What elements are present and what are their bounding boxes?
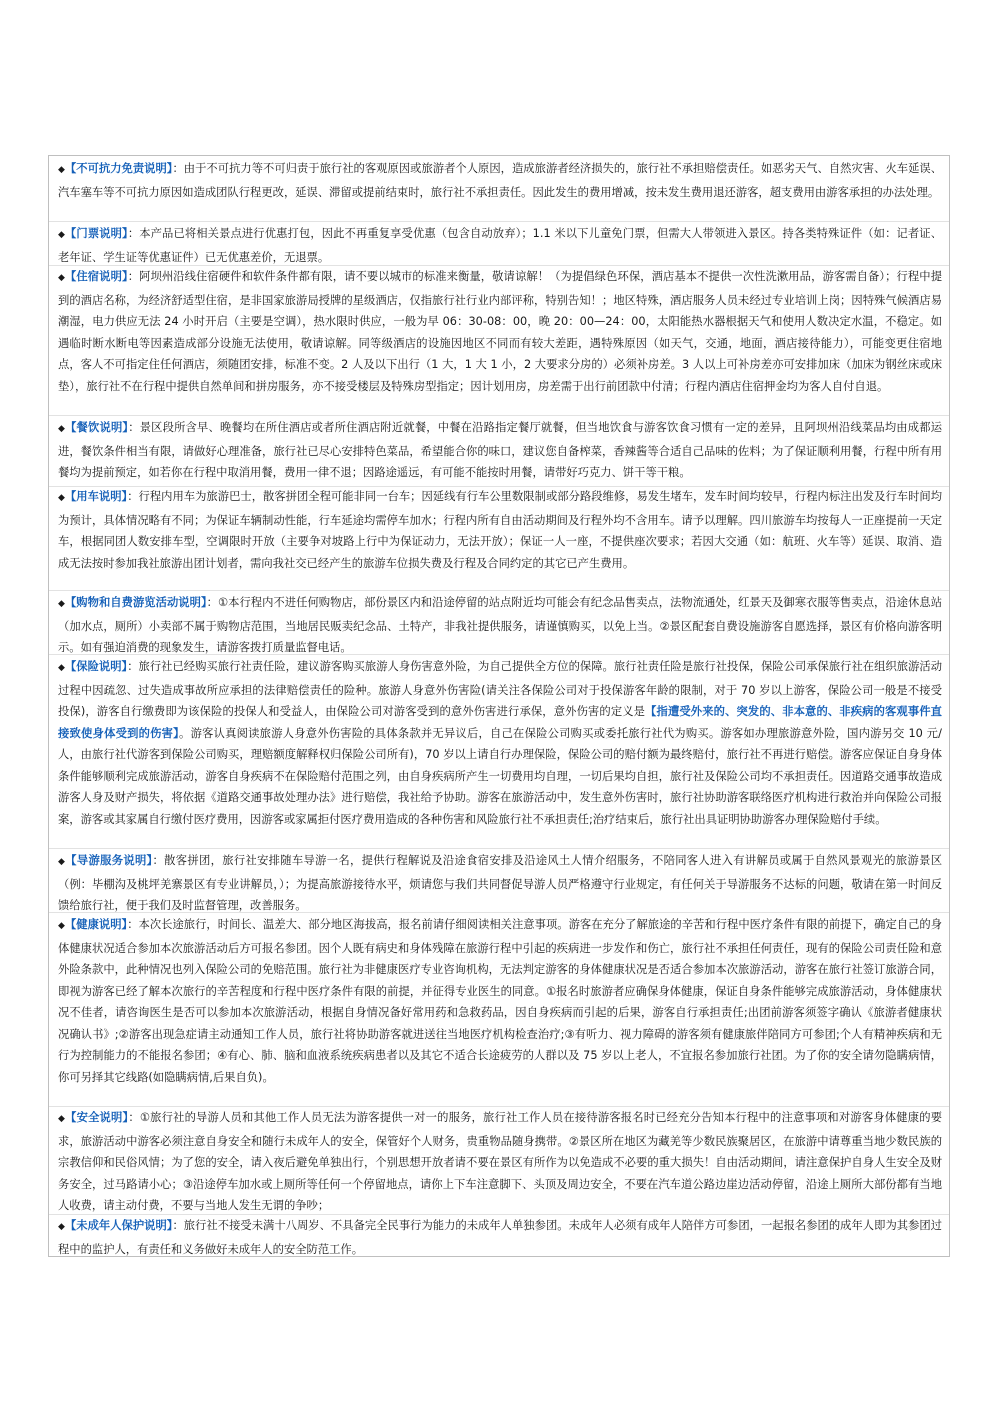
- section-meals: [58, 417, 942, 484]
- section-heading: 【健康说明】: [64, 918, 128, 931]
- section-heading: 【门票说明】: [65, 227, 128, 240]
- section-heading: 【未成年人保护说明】: [64, 1219, 173, 1232]
- section-guide-service: [58, 850, 942, 917]
- section-body: ：本产品已将相关景点进行优惠打包，因此不再重复享受优惠（包含自动放弃）；1.1 米以下儿童免门票，但需大人带领进入景区。持各类特殊证件（如：记者证、老年证、学生证等优惠证件）已无优惠差价，无退票。: [58, 227, 942, 264]
- section-body: ：旅行社不接受未满十八周岁、不具备完全民事行为能力的未成年人单独参团。未成年人必须有成年人陪伴方可参团，一起报名参团的成年人即为其参团过程中的监护人，有责任和义务做好未成年人的安全防范工作。: [58, 1219, 943, 1256]
- divider: [49, 415, 949, 416]
- bullet-icon: ◆: [58, 857, 66, 867]
- section-body: ：景区段所含早、晚餐均在所住酒店或者所住酒店附近就餐，中餐在沿路指定餐厅就餐，但当地饮食与游客饮食习惯有一定的差异，且阿坝州沿线菜品均由成都运进，餐饮条件相当有限，请做好心理准备，旅行社已尽心安排特色菜品，希望能合你的味口，建议您自备榨菜，香辣酱等合适自己品味的佐料；为了保证顺利用餐，行程中所有用餐均为提前预定，如若你在行程中取消用餐，费用一律不退；因路途遥远，有可能不能按时用餐，请带好巧克力、饼干等干粮。: [58, 421, 942, 479]
- divider: [49, 848, 949, 849]
- section-minors: [58, 1215, 942, 1260]
- section-safety: [58, 1107, 942, 1217]
- section-heading: 【保险说明】: [64, 660, 128, 673]
- section-body: ：散客拼团，旅行社安排随车导游一名，提供行程解说及沿途食宿安排及沿途风土人情介绍服务，不陪同客人进入有讲解员或属于自然风景观光的旅游景区（例：毕棚沟及桃坪羌寨景区有专业讲解员，）；为提高旅游接待水平，烦请您与我们共同督促导游人员严格遵守行业规定，有任何关于导游服务不达标的问题，敬请在第一时间反馈给旅行社，便于我们及时监督管理，改善服务。: [58, 854, 943, 912]
- section-force-majeure: [58, 158, 942, 203]
- bullet-icon: ◆: [58, 230, 66, 240]
- section-body: ：本次长途旅行，时间长、温差大、部分地区海拔高，报名前请仔细阅读相关注意事项。游客在充分了解旅途的辛苦和行程中医疗条件有限的前提下，确定自己的身体健康状况适合参加本次旅游活动后方可报名参团。因个人既有病史和身体残障在旅游行程中引起的疾病进一步发作和伤亡，旅行社不承担任何责任，现有的保险公司责任险和意外险条款中，此种情况也列入保险公司的免赔范围。旅行社为非健康医疗专业咨询机构，无法判定游客的身体健康状况是否适合参加本次旅游活动，游客在旅行社签订旅游合同，即视为游客已经了解本次旅行的辛苦程度和行程中医疗条件有限的前提，并征得专业医生的同意。①报名时旅游者应确保身体健康，保证自身条件能够完成旅游活动，身体健康状况不佳者，请咨询医生是否可以参加本次旅游活动，根据自身情况备好常用药和急救药品，因自身疾病而引起的后果，游客自行承担责任;出团前游客须签字确认《旅游者健康状况确认书》;②游客出现急症请主动通知工作人员，旅行社将协助游客就进送往当地医疗机构检查治疗;③有听力、视力障碍的游客须有健康旅伴陪同方可参团;个人有精神疾病和无行为控制能力的不能报名参团；④有心、肺、脑和血液系统疾病患者以及其它不适合长途疲劳的人群以及 75 岁以上老人，不宜报名参加旅行社团。为了你的安全请勿隐瞒病情，你可另择其它线路(如隐瞒病情,后果自负)。: [58, 918, 943, 1084]
- injury-definition-highlight: 【指遭受外来的、突发的、非本意的、非疾病的客观事件直接致使身体受到的伤害】: [58, 705, 942, 740]
- section-body: ：由于不可抗力等不可归责于旅行社的客观原因或旅游者个人原因，造成旅游者经济损失的，旅行社不承担赔偿责任。如恶劣天气、自然灾害、火车延误、汽车塞车等不可抗力原因如造成团队行程更改，延误、滞留或提前结束时，旅行社不承担责任。因此发生的费用增减，按未发生费用退还游客，超支费用由游客承担的办法处理。: [58, 162, 943, 199]
- bullet-icon: ◆: [58, 599, 65, 609]
- bullet-icon: ◆: [58, 273, 66, 283]
- section-heading: 【用车说明】: [64, 490, 128, 503]
- bullet-icon: ◆: [58, 1222, 65, 1232]
- section-heading: 【住宿说明】: [65, 270, 128, 283]
- bullet-icon: ◆: [58, 493, 65, 503]
- section-insurance: [58, 656, 942, 830]
- section-heading: 【购物和自费游览活动说明】: [64, 596, 207, 609]
- bullet-icon: ◆: [58, 1114, 66, 1124]
- bullet-icon: ◆: [58, 921, 65, 931]
- section-body: ：阿坝州沿线住宿硬件和软件条件都有限，请不要以城市的标准来衡量，敬请谅解！（为提倡绿色环保，酒店基本不提供一次性洗漱用品，游客需自备）；行程中提到的酒店名称，为经济舒适型住宿，是非国家旅游局授牌的星级酒店，仅指旅行社行业内部评称，特别告知！；地区特殊，酒店服务人员未经过专业培训上岗；因特殊气候酒店易潮湿，电力供应无法 24 小时开启（主要是空调），热水限时供应，一般为早 06：30-08：00，晚 20：00—24：00，太阳能热水器根据天气和使用人数决定水温，不稳定。如遇临时断水断电等因素造成部分设施无法使用，敬请谅解。同等级酒店的设施因地区不同而有较大差距，遇特殊原因（如天气，交通，地面，酒店接待能力），可能变更住宿地点，客人不可指定住任何酒店，须随团安排，标准不变。2 人及以下出行（1 大，1 大 1 小，2 大要求分房的）必须补房差。3 人以上可补房差亦可安排加床（加床为钢丝床或床垫），旅行社不在行程中提供自然单间和拼房服务，亦不接受楼层及特殊房型指定；因计划用房，房差需于出行前团款中付清；行程内酒店住宿押金均为客人自付自退。: [58, 270, 942, 393]
- divider: [49, 590, 949, 591]
- section-body: ：①本行程内不进任何购物店，部份景区内和沿途停留的站点附近均可能会有纪念品售卖点，法物流通处，红景天及御寒衣服等售卖点，沿途休息站（加水点，厕所）小卖部不属于购物店范围，当地居民贩卖纪念品、土特产，非我社提供服务，请谨慎购买，以免上当。②景区配套自费设施游客自愿选择，景区有价格向游客明示。如有强迫消费的现象发生，请游客拨打质量监督电话。: [58, 596, 943, 654]
- bullet-icon: ◆: [58, 165, 65, 175]
- section-accommodation: [58, 266, 942, 397]
- section-tickets: [58, 223, 942, 268]
- section-health: [58, 914, 942, 1088]
- bullet-icon: ◆: [58, 663, 65, 673]
- section-heading: 【餐饮说明】: [65, 421, 129, 434]
- section-body: ：行程内用车为旅游巴士，散客拼团全程可能非同一台车；因延线有行车公里数限制或部分路段维修，易发生堵车，发车时间均较早，行程内标注出发及行车时间均为预计，具体情况略有不同；为保证车辆制动性能，行车延途均需停车加水；行程内所有自由活动期间及行程外均不含用车。请予以理解。四川旅游车均按每人一正座提前一天定车，根据同团人数安排车型，空调限时开放（主要争对坡路上行中为保证动力，无法开放）；保证一人一座，不提供座次要求；若因大交通（如：航班、火车等）延误、取消、造成无法按时参加我社旅游出团计划者，需向我社交已经产生的旅游车位损失费及行程及合同约定的其它已产生费用。: [58, 490, 943, 570]
- section-shopping: [58, 592, 942, 659]
- section-vehicles: [58, 486, 942, 574]
- bullet-icon: ◆: [58, 424, 66, 434]
- section-body: ：旅行社已经购买旅行社责任险，建议游客购买旅游人身伤害意外险，为自己提供全方位的保障。旅行社责任险是旅行社投保，保险公司承保旅行社在组织旅游活动过程中因疏忽、过失造成事故所应承担的法律赔偿责任的险种。旅游人身意外伤害险(请关注各保险公司对于投保游客年龄的限制，对于 70 岁以上游客，保险公司一般是不接受投保)，游客自行缴费即为该保险的投保人和受益人，由保险公司对游客受到的意外伤害进行承保，意外伤害的定义是: [58, 660, 943, 718]
- section-heading: 【安全说明】: [65, 1111, 129, 1124]
- section-heading: 【不可抗力免责说明】: [64, 162, 173, 175]
- section-body: ：①旅行社的导游人员和其他工作人员无法为游客提供一对一的服务，旅行社工作人员在接待游客报名时已经充分告知本行程中的注意事项和对游客身体健康的要求，旅游活动中游客必须注意自身安全和随行未成年人的安全，保管好个人财务，贵重物品随身携带。②景区所在地区为藏羌等少数民族聚居区，在旅游中请尊重当地少数民族的宗教信仰和民俗风情；为了您的安全，请入夜后避免单独出行，个别思想开放者请不要在景区有所作为以免造成不必要的重大损失！自由活动期间，请注意保护自身人生安全及财务安全，过马路请小心；③沿途停车加水或上厕所等任何一个停留地点，请你上下车注意脚下、头顶及周边安全，不要在汽车道公路边崖边活动停留，沿途上厕所大部份都有当地人收费，请主动付费，不要与当地人发生无谓的争吵；: [58, 1111, 943, 1212]
- section-heading: 【导游服务说明】: [65, 854, 153, 867]
- divider: [49, 221, 949, 222]
- section-body-continued: 。游客认真阅读旅游人身意外伤害险的具体条款并无异议后，自己在保险公司购买或委托旅行社代为购买。游客如办理旅游意外险，国内游另交 10 元/人，由旅行社代游客到保险公司购买，理赔额度解释权归保险公司所有)，70 岁以上请自行办理保险，保险公司的赔付额为最终赔付，旅行社不再进行赔偿。游客应保证自身身体条件能够顺利完成旅游活动，游客自身疾病不在保险赔付范围之列，由自身疾病所产生一切费用均自理，一切后果均自担，旅行社及保险公司均不承担责任。因道路交通事故造成游客人身及财产损失，将依据《道路交通事故处理办法》进行赔偿，我社给予协助。游客在旅游活动中，发生意外伤害时，旅行社协助游客联络医疗机构进行救治并向保险公司报案，游客或其家属自行缴付医疗费用，因游客或家属拒付医疗费用造成的各种伤害和风险旅行社不承担责任;治疗结束后，旅行社出具证明协助游客办理保险赔付手续。: [58, 726, 942, 826]
